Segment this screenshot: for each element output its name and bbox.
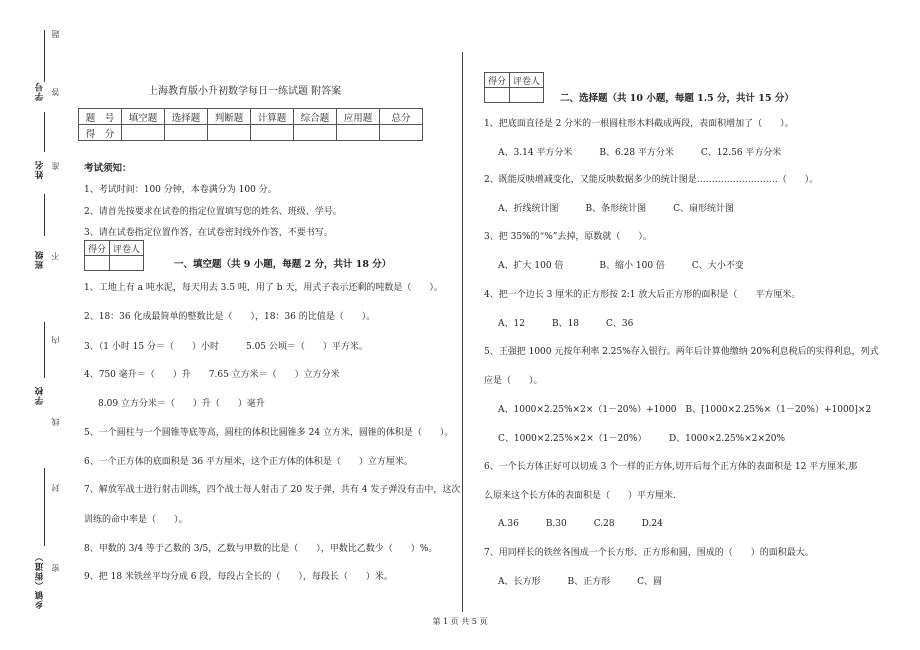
class-label: 班级 bbox=[35, 250, 45, 269]
question-line: 5、一个圆柱与一个圆锥等底等高，圆柱的体积比圆锥多 24 立方米，圆锥的体积是（ ）。 bbox=[84, 428, 454, 438]
question-line: 6、一个长方体正好可以切成 3 个一样的正方体,切开后每个正方体的表面积是 12 平方厘米,那 bbox=[484, 462, 858, 472]
score-header-cell: 填空题 bbox=[122, 109, 165, 125]
grader-score-label: 得分 bbox=[85, 241, 110, 256]
section1-title: 一、填空题（共 9 小题，每题 2 分，共计 18 分） bbox=[174, 259, 392, 270]
school-label: 学校 bbox=[35, 386, 45, 405]
question-line: 训练的命中率是（ ）。 bbox=[84, 515, 188, 525]
score-header-cell: 应用题 bbox=[337, 109, 380, 125]
question-line: 2、18：36 化成最简单的整数比是（ ），18：36 的比值是（ ）。 bbox=[84, 312, 376, 322]
score-header-cell: 判断题 bbox=[208, 109, 251, 125]
margin-line bbox=[44, 194, 45, 236]
score-header-cell: 题 号 bbox=[79, 109, 122, 125]
question-line: 8.09 立方分米＝（ ）升（ ）毫升 bbox=[98, 399, 265, 409]
margin-line bbox=[44, 30, 45, 82]
question-line: 7、解放军战士进行射击训练，四个战士每人射击了 20 发子弹，共有 4 发子弹没有击中，这次 bbox=[84, 485, 461, 495]
section2-title: 二、选择题（共 10 小题，每题 1.5 分，共计 15 分） bbox=[560, 93, 794, 104]
question-line: 8、甲数的 3/4 等于乙数的 3/5，乙数与甲数的比是（ ），甲数比乙数少（ ）%。 bbox=[84, 544, 438, 554]
student-id-label: 学号 bbox=[35, 82, 45, 101]
score-cell[interactable] bbox=[294, 125, 337, 141]
score-cell[interactable] bbox=[251, 125, 294, 141]
seal-char: 封 bbox=[51, 484, 60, 492]
score-header-cell: 综合题 bbox=[294, 109, 337, 125]
option-line: A、长方形 B、正方形 C、圆 bbox=[498, 577, 663, 587]
question-line: 应是（ ）。 bbox=[484, 376, 543, 386]
score-cell[interactable] bbox=[165, 125, 208, 141]
seal-char: 不 bbox=[51, 252, 60, 260]
grader-reviewer-label: 评卷人 bbox=[110, 241, 144, 256]
grader-reviewer-cell[interactable] bbox=[510, 88, 544, 103]
note-item: 3、请在试卷指定位置作答，在试卷密封线外作答，不要书写。 bbox=[84, 228, 333, 238]
seal-char: 题 bbox=[51, 30, 60, 38]
option-line: A.36 B.30 C.28 D.24 bbox=[498, 519, 663, 529]
grader-box bbox=[484, 72, 544, 103]
score-cell[interactable] bbox=[337, 125, 380, 141]
score-header-cell: 选择题 bbox=[165, 109, 208, 125]
question-line: 1、工地上有 a 吨水泥，每天用去 3.5 吨，用了 b 天，用式子表示还剩的吨数是（ ）。 bbox=[84, 283, 443, 293]
seal-char: 答 bbox=[51, 88, 60, 96]
option-line: C、1000×2.25%×2×（1－20%） D、1000×2.25%×2×20% bbox=[498, 434, 786, 444]
question-line: 7、用同样长的铁丝各围成一个长方形、正方形和圆，围成的（ ）的面积最大。 bbox=[484, 548, 814, 558]
note-item: 1、考试时间：100 分钟，本卷满分为 100 分。 bbox=[84, 185, 277, 195]
grader-box bbox=[84, 240, 144, 271]
question-line: 5、王强把 1000 元按年利率 2.25%存入银行。两年后计算他缴纳 20%利息税后的实得利息，列式 bbox=[484, 347, 879, 357]
seal-char: 内 bbox=[51, 336, 60, 344]
page-footer: 第 1 页 共 5 页 bbox=[432, 617, 488, 626]
score-header-cell: 总分 bbox=[380, 109, 423, 125]
seal-char: 密 bbox=[51, 564, 60, 572]
question-line: 3、把 35%的“%”去掉，原数就（ ）。 bbox=[484, 232, 652, 242]
margin-line bbox=[44, 322, 45, 378]
question-line: 4、750 毫升＝（ ）升 7.65 立方米＝（ ）立方分米 bbox=[84, 370, 340, 380]
grader-reviewer-cell[interactable] bbox=[110, 256, 144, 271]
option-line: A、12 B、18 C、36 bbox=[498, 319, 634, 329]
grader-score-cell[interactable] bbox=[485, 88, 510, 103]
score-cell[interactable] bbox=[122, 125, 165, 141]
column-divider bbox=[462, 52, 463, 612]
grader-score-cell[interactable] bbox=[85, 256, 110, 271]
score-cell[interactable] bbox=[380, 125, 423, 141]
question-line: 6、一个正方体的底面积是 36 平方厘米，这个正方体的体积是（ ）立方厘米。 bbox=[84, 457, 413, 467]
option-line: A、扩大 100 倍 B、缩小 100 倍 C、大小不变 bbox=[498, 261, 744, 271]
note-item: 2、请首先按要求在试卷的指定位置填写您的姓名、班级、学号。 bbox=[84, 207, 342, 217]
score-row-label: 得 分 bbox=[79, 125, 122, 141]
question-line: 2、既能反映增减变化，又能反映数据多少的统计图是………………………（ ）。 bbox=[484, 175, 819, 185]
question-line: 3、（1 小时 15 分＝（ ）小时 5.05 公顷＝（ ）平方米。 bbox=[84, 342, 368, 352]
grader-score-label: 得分 bbox=[485, 73, 510, 88]
margin-line bbox=[44, 468, 45, 546]
option-line: A、折线统计图 B、条形统计图 C、扇形统计图 bbox=[498, 204, 735, 214]
grader-reviewer-label: 评卷人 bbox=[510, 73, 544, 88]
question-line: 1、把底面直径是 2 分米的一根圆柱形木料截成两段，表面积增加了（ ）。 bbox=[484, 119, 794, 129]
score-header-cell: 计算题 bbox=[251, 109, 294, 125]
margin-line bbox=[44, 112, 45, 152]
question-line: 4、把一个边长 3 厘米的正方形按 2:1 放大后正方形的面积是（ 平方厘米。 bbox=[484, 290, 801, 300]
score-table bbox=[78, 108, 423, 141]
town-label: 乡镇（街道） bbox=[35, 552, 45, 609]
question-line: 9、把 18 米铁丝平均分成 6 段，每段占全长的（ ），每段长（ ）米。 bbox=[84, 572, 393, 582]
notes-heading: 考试须知： bbox=[84, 163, 132, 174]
page-title: 上海教育版小升初数学每日一练试题 附答案 bbox=[148, 86, 342, 97]
name-label: 姓名 bbox=[35, 160, 45, 179]
seal-char: 线 bbox=[51, 418, 60, 426]
option-line: A、3.14 平方分米 B、6.28 平方分米 C、12.56 平方分米 bbox=[498, 148, 782, 158]
seal-char: 准 bbox=[51, 162, 60, 170]
question-line: 么原来这个长方体的表面积是（ ）平方厘米. bbox=[484, 491, 676, 501]
score-cell[interactable] bbox=[208, 125, 251, 141]
option-line: A、1000×2.25%×2×（1－20%）+1000 B、[1000×2.25%×（1－20%）+1000]×2 bbox=[498, 405, 872, 415]
